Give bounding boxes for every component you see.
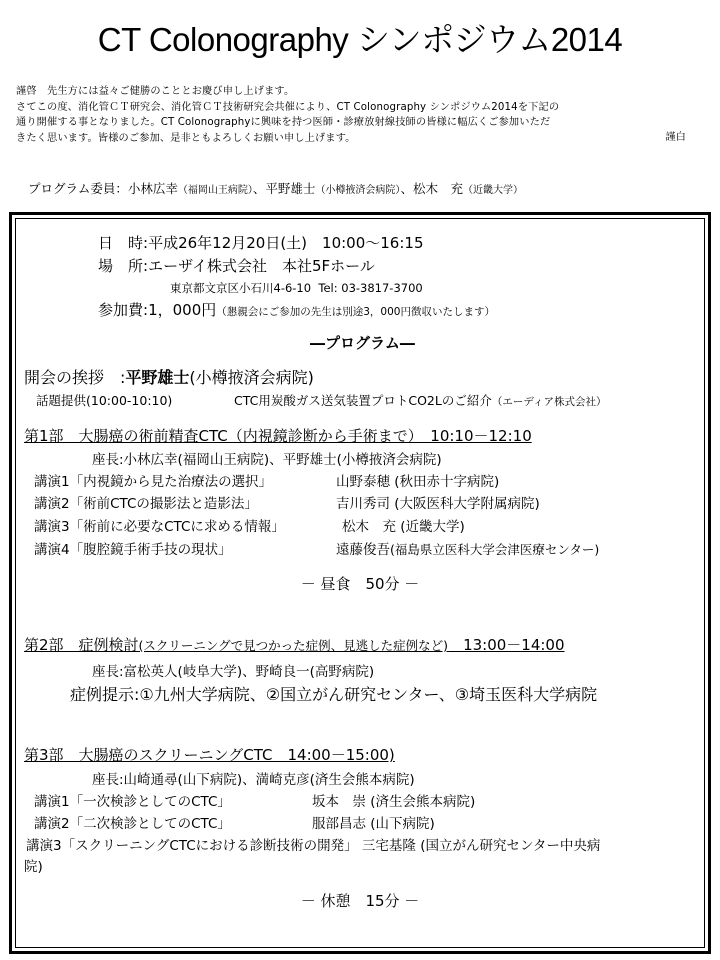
rest-break: － 休憩 15分 － (300, 892, 420, 910)
committee-member-affiliation: （福岡山王病院） (177, 185, 253, 196)
part1-title: 第1部 大腸癌の術前精査CTC（内視鏡診断から手術まで） 10:10－12:10 (24, 427, 532, 445)
program-heading: ―プログラム― (310, 334, 415, 352)
part1-talk-label: 講演2「術前CTCの撮影法と造影法」 (34, 496, 258, 512)
part3-title: 第3部 大腸癌のスクリーニングCTC 14:00－15:00) (24, 746, 395, 764)
fee-note: （懇親会にご参加の先生は別途3，000円徴収いたします） (216, 306, 495, 318)
part2-title-main: 第2部 症例検討 (24, 636, 139, 654)
venue-label: 場 所: (98, 257, 149, 275)
part2-title (24, 634, 565, 655)
committee-member-affiliation: （近畿大学） (462, 185, 523, 196)
committee-separator: 、 (252, 181, 266, 196)
part2-chair: 座長:富松英人(岐阜大学)、野崎良一(高野病院) (92, 664, 375, 680)
fee-label: 参加費: (98, 301, 149, 319)
topic-time: 話題提供(10:00-10:10) (36, 393, 173, 408)
topic-affiliation: （エーディア株式会社） (491, 396, 607, 408)
topic-title-text: CTC用炭酸ガス送気装置プロトCO2Lのご紹介 (234, 393, 492, 408)
date-value: 平成26年12月20日(土) 10:00～16:15 (148, 234, 424, 252)
part2-cases: 症例提示:①九州大学病院、②国立がん研究センター、③埼玉医科大学病院 (70, 685, 598, 704)
part2-title-sub: (スクリーニングで見つかった症例、見逃した症例など) (138, 638, 449, 653)
greeting-line: 謹啓 先生方には益々ご健勝のこととお慶び申し上げます。 (16, 86, 295, 97)
date-label: 日 時: (98, 234, 149, 252)
part1-talk-speaker-name: 遠藤俊吾 (336, 542, 390, 558)
part1-talk-speaker: 山野泰穂 (秋田赤十字病院) (336, 474, 500, 490)
greeting-line: きたく思います。皆様のご参加、是非ともよろしくお願い申し上げます。 (16, 132, 356, 144)
part2-title-time: 13:00－14:00 (448, 636, 565, 654)
greeting-closing: 謹白 (665, 132, 686, 143)
opening-remarks (24, 365, 314, 388)
opening-speaker: 平野雄士 (125, 368, 190, 387)
part3-talk-label: 講演2「二次検診としてのCTC」 (34, 816, 231, 832)
fee-value: 1，000円 (148, 301, 217, 319)
committee-member-affiliation: （小樽掖済会病院） (315, 185, 401, 196)
part3-talk3-line: 院) (24, 859, 43, 875)
part1-talk-label: 講演4「腹腔鏡手術手技の現状」 (34, 542, 232, 558)
part1-talk-speaker: 吉川秀司 (大阪医科大学附属病院) (336, 496, 540, 512)
part1-talk-label: 講演3「術前に必要なCTCに求める情報」 (34, 519, 285, 535)
greeting-line: 通り開催する事となりました。CT Colonographyに興味を持つ医師・診療放射線技師の皆様に幅広くご参加いただ (16, 117, 551, 128)
greeting-line: さてこの度、消化管ＣＴ研究会、消化管ＣＴ技術研究会共催により、CT Colonography シンポジウム2014を下記の (16, 101, 560, 113)
event-address (170, 280, 423, 296)
event-venue (98, 255, 375, 276)
committee-member-name: 松木 充 (412, 181, 463, 196)
part1-chair: 座長:小林広幸(福岡山王病院)、平野雄士(小樽掖済会病院) (92, 452, 442, 468)
part3-talk-label: 講演1「一次検診としてのCTC」 (34, 794, 231, 810)
part3-chair: 座長:山崎通尋(山下病院)、満崎克彦(済生会熊本病院) (92, 772, 415, 788)
part1-talk-label: 講演1「内視鏡から見た治療法の選択」 (34, 474, 273, 490)
page-title: CT Colonography シンポジウム2014 (97, 21, 623, 58)
part3-talk-speaker: 服部昌志 (山下病院) (312, 816, 435, 832)
committee-label: プログラム委員： (28, 181, 128, 196)
part1-talk-speaker: 松木 充 (近畿大学) (342, 519, 465, 535)
address-value: 東京都文京区小石川4-6-10 (170, 281, 312, 295)
committee-member-name: 小林広幸 (127, 181, 178, 196)
program-committee (28, 179, 523, 197)
part1-talk-speaker-affiliation: (福島県立医科大学会津医療センター) (390, 542, 600, 557)
lunch-break: － 昼食 50分 － (300, 575, 420, 593)
opening-label: 開会の挨拶 : (24, 368, 126, 387)
topic-title (234, 391, 607, 409)
committee-separator: 、 (400, 181, 413, 196)
event-fee (98, 299, 495, 320)
committee-member-name: 平野雄士 (265, 181, 316, 196)
tel-value: Tel: 03-3817-3700 (318, 281, 423, 295)
greeting-paragraph (16, 84, 696, 146)
opening-affiliation: (小樽掖済会病院) (189, 368, 314, 387)
part3-talk3-line: 講演3「スクリーニングCTCにおける診断技術の開発」 三宅基隆 (国立がん研究センター中央病 (26, 838, 601, 854)
part3-talk-speaker: 坂本 崇 (済生会熊本病院) (312, 794, 476, 810)
part1-talk-speaker (336, 538, 599, 558)
event-date (98, 232, 423, 253)
venue-value: エーザイ株式会社 本社5Fホール (148, 257, 375, 275)
